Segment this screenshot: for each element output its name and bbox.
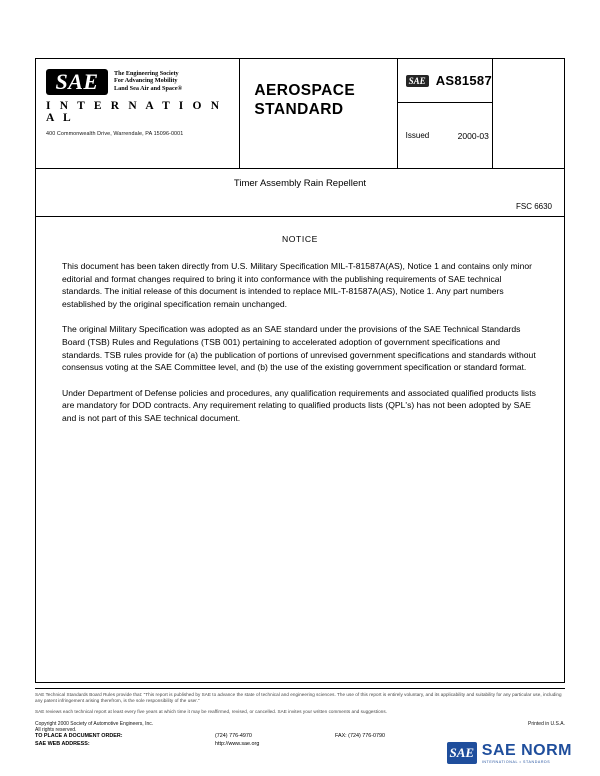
sae-norm-title: SAE NORM [481, 741, 572, 759]
sae-norm-subtitle: INTERNATIONAL • STANDARDS [481, 759, 551, 764]
standard-cover-sheet [35, 58, 565, 683]
issued-row [398, 103, 492, 168]
revision-blank-cell [492, 59, 564, 168]
document-title: Timer Assembly Rain Repellent [233, 178, 367, 189]
notice-paragraph-2: The original Military Specification was adopted as an SAE standard under the provisions of the SAE Technical Standards Board (TSB) Rules and Regulations (TSB 001) pertaining to accelerated adoption of government specifications and standards. TSB rules provide for (a) the publication of portions of unrevised government specifications and standards without consensus voting at the SAE Committee level, and (b) the use of the existing government specification or standard format. [62, 324, 536, 373]
tagline-line-2: For Advancing Mobility [114, 77, 178, 85]
web-label: SAE WEB ADDRESS: [35, 740, 90, 747]
order-fax: FAX: (724) 776-0790 [335, 733, 386, 739]
fsc-code: FSC 6630 [515, 202, 552, 211]
tagline-line-3: Land Sea Air and Space® [114, 84, 183, 92]
issued-label: Issued [405, 131, 430, 140]
document-type-line-1: AEROSPACE [254, 82, 356, 99]
copyright-line-2: All rights reserved. [35, 727, 77, 734]
copyright-block [35, 721, 565, 734]
document-number-row [398, 59, 492, 103]
copyright-line-1: Copyright 2000 Society of Automotive Engineers, Inc. [35, 720, 154, 727]
sae-logo-icon: SAE [46, 69, 108, 95]
publisher-tagline [114, 69, 182, 92]
subject-band [36, 169, 564, 217]
publisher-address: 400 Commonwealth Drive, Warrendale, PA 15096-0001 [46, 131, 184, 137]
document-body [36, 217, 564, 425]
document-number: AS81587 [435, 73, 492, 88]
notice-paragraph-1: This document has been taken directly from U.S. Military Specification MIL-T-81587A(AS), Notice 1 and contains only minor editorial and format changes required to bring it into conformance with the publishing requirements of SAE technical standards. The initial release of this document is intended to replace MIL-T-81587A(AS), Notice 1. Any part numbers established by the original specification remain unchanged. [62, 261, 532, 309]
sae-norm-logo-icon: SAE [447, 742, 477, 764]
document-type-line-2: STANDARD [254, 101, 344, 118]
document-identification-block [398, 59, 564, 168]
notice-heading: NOTICE [281, 234, 319, 244]
printed-in: Printed in U.S.A. [528, 720, 565, 727]
sae-mark-icon: SAE [406, 75, 429, 87]
web-address[interactable]: http://www.sae.org [215, 740, 260, 747]
issued-date: 2000-03 [457, 130, 489, 141]
document-type [240, 59, 397, 168]
publisher-international-wordmark: I N T E R N A T I O N A L [46, 100, 223, 124]
order-phone: (724) 776-4970 [215, 733, 252, 739]
order-label: TO PLACE A DOCUMENT ORDER: [35, 733, 123, 739]
document-header [36, 59, 564, 169]
footer-legal-text-2: SAE reviews each technical report at least every five years at which time it may be reaffirmed, revised, or cancelled. SAE invites your written comments and suggestions. [35, 709, 388, 715]
footer-legal-text-1: SAE Technical Standards Board Rules provide that: "This report is published by SAE to advance the state of technical and engineering sciences. The use of this report is entirely voluntary, and its applicability and suitability for any particular use, including any patent infringement arising therefrom, is the sole responsibility of the user." [35, 692, 562, 704]
sae-norm-watermark [447, 742, 572, 764]
notice-paragraph-3: Under Department of Defense policies and procedures, any qualification requirements and associated qualified products lists are mandatory for DOD contracts. Any requirement relating to qualified products lists (QPL's) has not been adopted by SAE and is not part of this SAE technical document. [62, 387, 536, 423]
footer-legal [35, 688, 565, 733]
publisher-identity-block [36, 59, 240, 168]
footer-divider [35, 688, 565, 689]
tagline-line-1: The Engineering Society [114, 70, 179, 77]
